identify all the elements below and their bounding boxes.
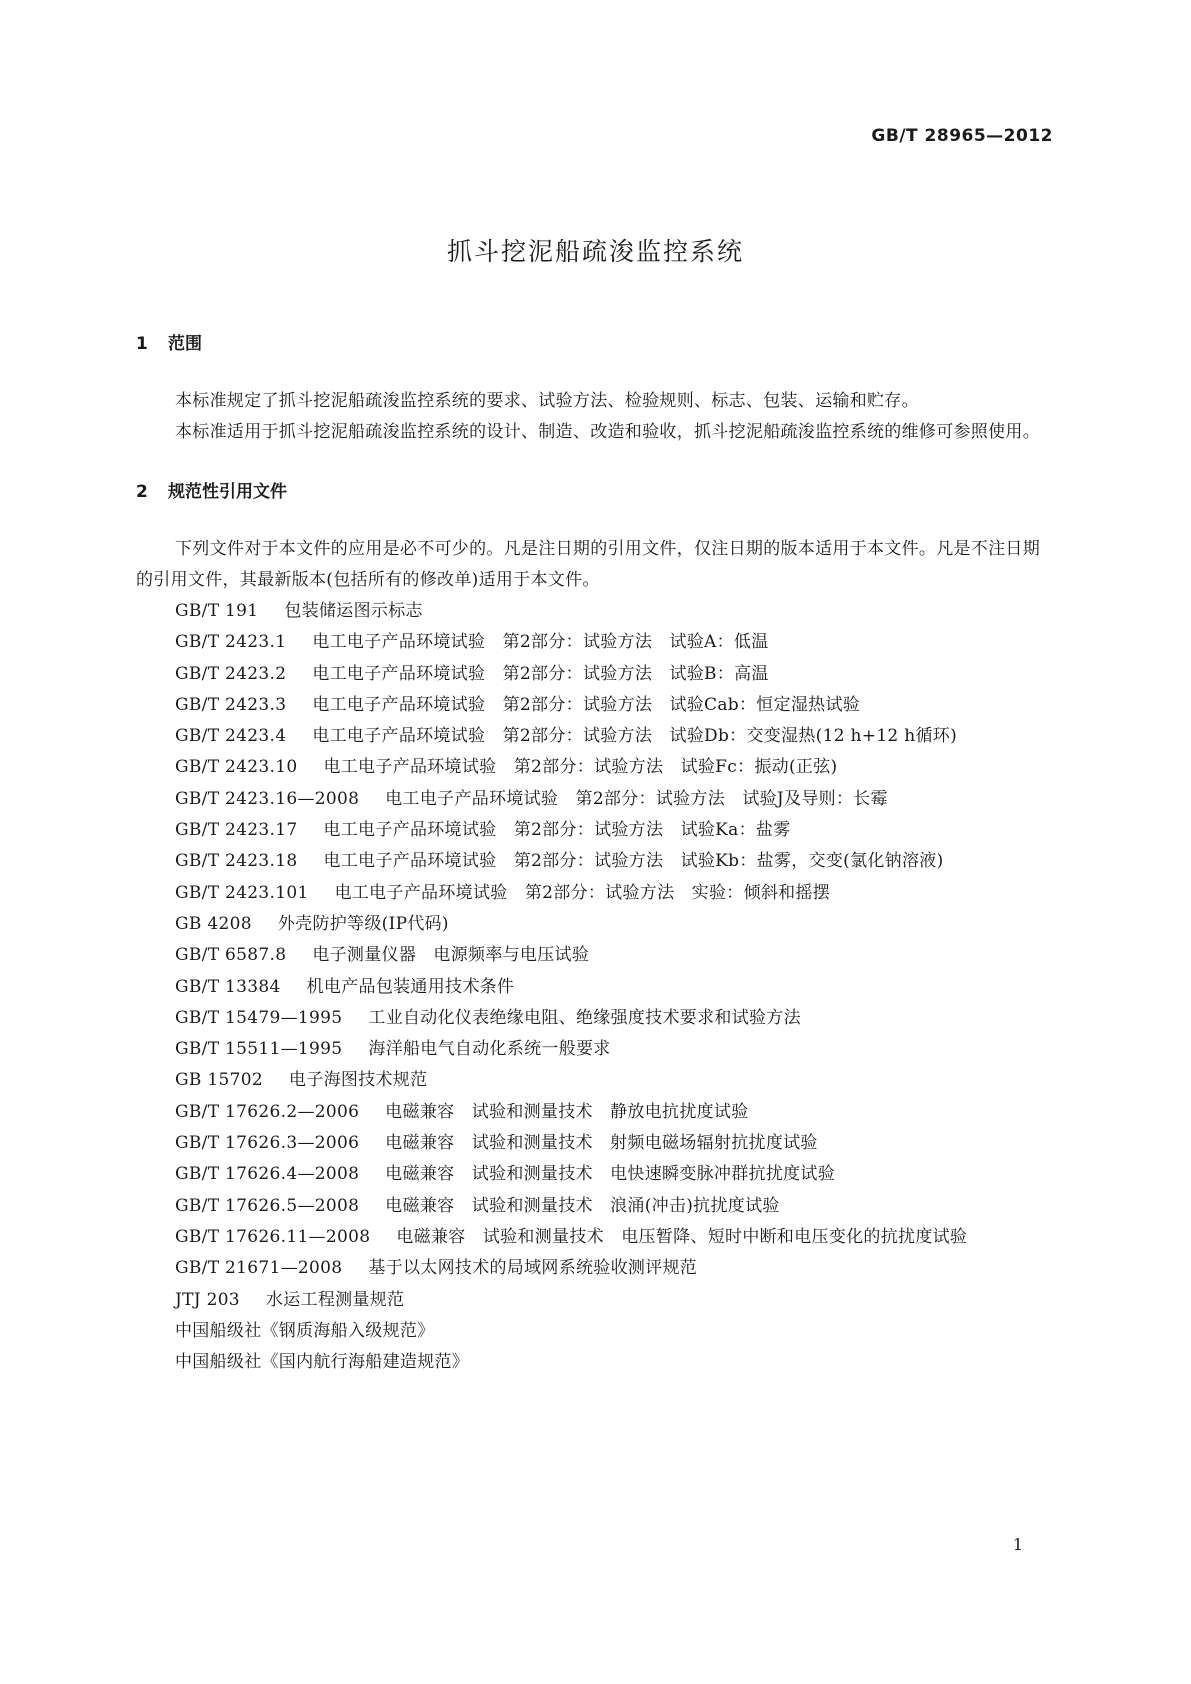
reference-title: 电工电子产品环境试验 第2部分：试验方法 试验Ka：盐雾 bbox=[323, 820, 791, 841]
paragraph: 本标准适用于抓斗挖泥船疏浚监控系统的设计、制造、改造和验收，抓斗挖泥船疏浚监控系统的维修可参照使用。 bbox=[175, 422, 1040, 442]
reference-code: GB/T 6587.8 bbox=[175, 945, 287, 966]
reference-item bbox=[136, 1253, 1055, 1284]
document-body bbox=[136, 333, 1055, 1378]
reference-title: 电磁兼容 试验和测量技术 电压暂降、短时中断和电压变化的抗扰度试验 bbox=[396, 1226, 968, 1247]
section-number: 1 bbox=[136, 334, 148, 354]
reference-code: GB/T 13384 bbox=[175, 976, 281, 997]
reference-item bbox=[136, 940, 1055, 971]
reference-title: 电磁兼容 试验和测量技术 浪涌(冲击)抗扰度试验 bbox=[385, 1195, 780, 1216]
section-heading bbox=[136, 333, 1055, 355]
reference-title: 包装储运图示标志 bbox=[284, 601, 423, 621]
reference-title: 电磁兼容 试验和测量技术 射频电磁场辐射抗扰度试验 bbox=[385, 1133, 818, 1154]
reference-title: 电工电子产品环境试验 第2部分：试验方法 试验J及导则：长霉 bbox=[385, 788, 888, 809]
reference-code: GB/T 2423.18 bbox=[175, 851, 298, 872]
section-title: 范围 bbox=[168, 334, 202, 354]
reference-title: 电工电子产品环境试验 第2部分：试验方法 试验B：高温 bbox=[312, 663, 769, 684]
reference-item bbox=[136, 1222, 1055, 1253]
reference-item bbox=[136, 1347, 1055, 1378]
reference-code: GB 4208 bbox=[175, 913, 252, 934]
reference-item bbox=[136, 596, 1055, 627]
reference-title: 电工电子产品环境试验 第2部分：试验方法 试验Db：交变湿热(12 h+12 h循环) bbox=[312, 726, 958, 747]
reference-title: 海洋船电气自动化系统一般要求 bbox=[368, 1039, 611, 1060]
reference-item bbox=[136, 1191, 1055, 1222]
reference-item bbox=[136, 846, 1055, 877]
reference-item bbox=[136, 1065, 1055, 1096]
reference-code: GB/T 21671—2008 bbox=[175, 1258, 343, 1279]
reference-title: 《钢质海船入级规范》 bbox=[261, 1320, 435, 1341]
reference-title: 电工电子产品环境试验 第2部分：试验方法 试验Kb：盐雾，交变(氯化钠溶液) bbox=[323, 851, 944, 872]
reference-title: 电工电子产品环境试验 第2部分：试验方法 实验：倾斜和摇摆 bbox=[334, 882, 831, 903]
reference-code: JTJ 203 bbox=[175, 1289, 240, 1310]
document-title: 抓斗挖泥船疏浚监控系统 bbox=[446, 237, 744, 266]
reference-code: GB/T 2423.17 bbox=[175, 820, 298, 841]
section-number: 2 bbox=[136, 482, 148, 502]
reference-item bbox=[136, 659, 1055, 690]
reference-item bbox=[136, 1316, 1055, 1347]
page-number: 1 bbox=[1012, 1535, 1023, 1554]
reference-item bbox=[136, 878, 1055, 909]
reference-item bbox=[136, 784, 1055, 815]
reference-code: GB/T 2423.2 bbox=[175, 663, 287, 684]
reference-item bbox=[136, 815, 1055, 846]
reference-title: 《国内航行海船建造规范》 bbox=[261, 1352, 470, 1373]
reference-item bbox=[136, 752, 1055, 783]
section-normative-references bbox=[136, 481, 1055, 1378]
reference-item bbox=[136, 690, 1055, 721]
reference-code: GB/T 2423.1 bbox=[175, 632, 287, 653]
reference-code: GB/T 2423.10 bbox=[175, 757, 298, 778]
reference-code: GB/T 15511—1995 bbox=[175, 1039, 343, 1060]
reference-code: GB/T 17626.5—2008 bbox=[175, 1195, 360, 1216]
reference-code: GB/T 2423.16—2008 bbox=[175, 788, 360, 809]
reference-item bbox=[136, 972, 1055, 1003]
reference-code: GB/T 17626.4—2008 bbox=[175, 1164, 360, 1185]
section-scope bbox=[136, 333, 1055, 448]
reference-title: 电子测量仪器 电源频率与电压试验 bbox=[312, 945, 590, 966]
reference-title: 外壳防护等级(IP代码) bbox=[277, 913, 449, 934]
reference-title: 机电产品包装通用技术条件 bbox=[306, 976, 515, 997]
reference-item bbox=[136, 1097, 1055, 1128]
reference-code: GB/T 17626.3—2006 bbox=[175, 1133, 360, 1154]
reference-item bbox=[136, 1128, 1055, 1159]
reference-code: GB/T 2423.4 bbox=[175, 726, 287, 747]
reference-item bbox=[136, 627, 1055, 658]
reference-code: GB/T 2423.101 bbox=[175, 882, 309, 903]
reference-title: 电磁兼容 试验和测量技术 静放电抗扰度试验 bbox=[385, 1101, 749, 1122]
reference-code: GB/T 17626.2—2006 bbox=[175, 1101, 360, 1122]
reference-item bbox=[136, 721, 1055, 752]
reference-title: 水运工程测量规范 bbox=[265, 1289, 405, 1310]
reference-code: GB/T 17626.11—2008 bbox=[175, 1226, 371, 1247]
section-title: 规范性引用文件 bbox=[168, 482, 287, 502]
reference-title: 电子海图技术规范 bbox=[288, 1070, 428, 1091]
reference-item bbox=[136, 1159, 1055, 1190]
reference-list bbox=[136, 596, 1055, 1378]
reference-code: 中国船级社 bbox=[175, 1352, 262, 1373]
reference-title: 基于以太网技术的局域网系统验收测评规范 bbox=[368, 1258, 698, 1279]
reference-item bbox=[136, 909, 1055, 940]
reference-item bbox=[136, 1285, 1055, 1316]
reference-item bbox=[136, 1003, 1055, 1034]
reference-code: GB 15702 bbox=[175, 1070, 263, 1091]
reference-code: GB/T 191 bbox=[175, 601, 259, 621]
paragraph: 下列文件对于本文件的应用是必不可少的。凡是注日期的引用文件，仅注日期的版本适用于本文件。凡是不注日期的引用文件，其最新版本(包括所有的修改单)适用于本文件。 bbox=[136, 539, 1040, 590]
reference-code: 中国船级社 bbox=[175, 1320, 262, 1341]
reference-title: 电工电子产品环境试验 第2部分：试验方法 试验Fc：振动(正弦) bbox=[323, 757, 838, 778]
reference-title: 电工电子产品环境试验 第2部分：试验方法 试验A：低温 bbox=[312, 632, 769, 653]
reference-title: 电工电子产品环境试验 第2部分：试验方法 试验Cab：恒定湿热试验 bbox=[312, 694, 861, 715]
reference-item bbox=[136, 1034, 1055, 1065]
paragraph: 本标准规定了抓斗挖泥船疏浚监控系统的要求、试验方法、检验规则、标志、包装、运输和贮存。 bbox=[175, 391, 919, 411]
standard-code: GB/T 28965—2012 bbox=[871, 126, 1053, 146]
section-heading bbox=[136, 481, 1055, 503]
reference-title: 电磁兼容 试验和测量技术 电快速瞬变脉冲群抗扰度试验 bbox=[385, 1164, 836, 1185]
reference-code: GB/T 15479—1995 bbox=[175, 1007, 343, 1028]
reference-title: 工业自动化仪表绝缘电阻、绝缘强度技术要求和试验方法 bbox=[368, 1007, 801, 1028]
reference-code: GB/T 2423.3 bbox=[175, 694, 287, 715]
